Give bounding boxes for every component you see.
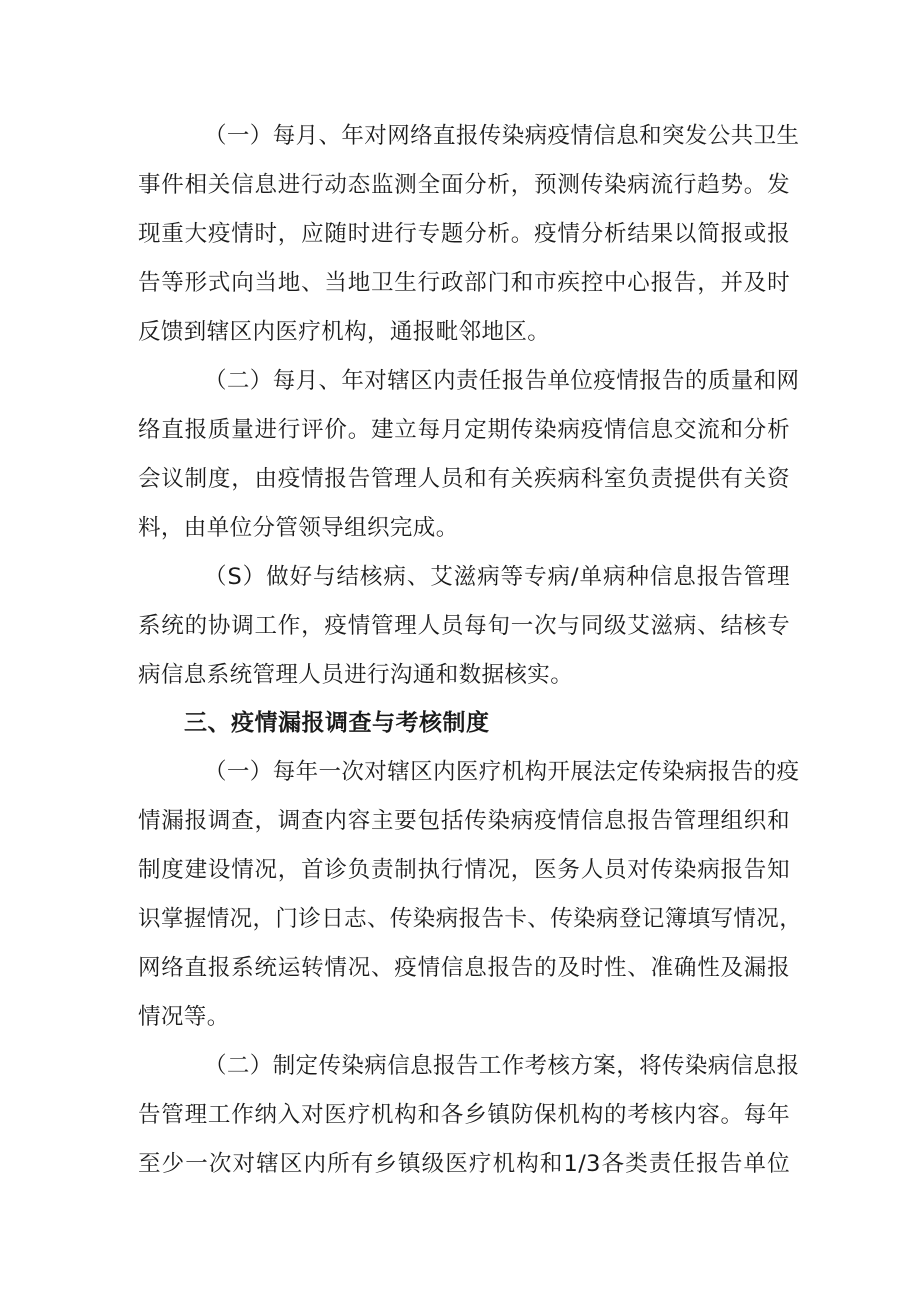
text-line: 情漏报调查，调查内容主要包括传染病疫情信息报告管理组织和 [138, 808, 790, 834]
text-line: 络直报质量进行评价。建立每月定期传染病疫情信息交流和分析 [138, 417, 790, 443]
text-line: 反馈到辖区内医疗机构，通报毗邻地区。 [138, 319, 551, 345]
text-line: （一）每年一次对辖区内医疗机构开展法定传染病报告的疫 [204, 759, 800, 785]
text-line: （二）每月、年对辖区内责任报告单位疫情报告的质量和网 [204, 368, 800, 394]
text-line: （一）每月、年对网络直报传染病疫情信息和突发公共卫生 [204, 123, 800, 149]
text-line: 系统的协调工作，疫情管理人员每旬一次与同级艾滋病、结核专 [138, 613, 790, 639]
text-line: 识掌握情况，门诊日志、传染病报告卡、传染病登记簿填写情况， [138, 906, 803, 932]
text-line: 病信息系统管理人员进行沟通和数据核实。 [138, 662, 574, 688]
text-line: （二）制定传染病信息报告工作考核方案，将传染病信息报 [204, 1053, 800, 1079]
section-heading: 三、疫情漏报调查与考核制度 [184, 710, 490, 736]
text-line: 网络直报系统运转情况、疫情信息报告的及时性、准确性及漏报 [138, 955, 790, 981]
text-line: 告等形式向当地、当地卫生行政部门和市疾控中心报告，并及时 [138, 270, 790, 296]
text-line: 至少一次对辖区内所有乡镇级医疗机构和1/3各类责任报告单位 [138, 1151, 790, 1177]
text-line: 告管理工作纳入对医疗机构和各乡镇防保机构的考核内容。每年 [138, 1102, 790, 1128]
text-line: 现重大疫情时，应随时进行专题分析。疫情分析结果以简报或报 [138, 221, 790, 247]
text-line: 料，由单位分管领导组织完成。 [138, 515, 459, 541]
text-line: 制度建设情况，首诊负责制执行情况，医务人员对传染病报告知 [138, 857, 790, 883]
text-line: 会议制度，由疫情报告管理人员和有关疾病科室负责提供有关资 [138, 466, 790, 492]
text-line: 事件相关信息进行动态监测全面分析，预测传染病流行趋势。发 [138, 172, 790, 198]
text-line: （S）做好与结核病、艾滋病等专病/单病种信息报告管理 [204, 564, 790, 590]
text-line: 情况等。 [138, 1004, 230, 1030]
